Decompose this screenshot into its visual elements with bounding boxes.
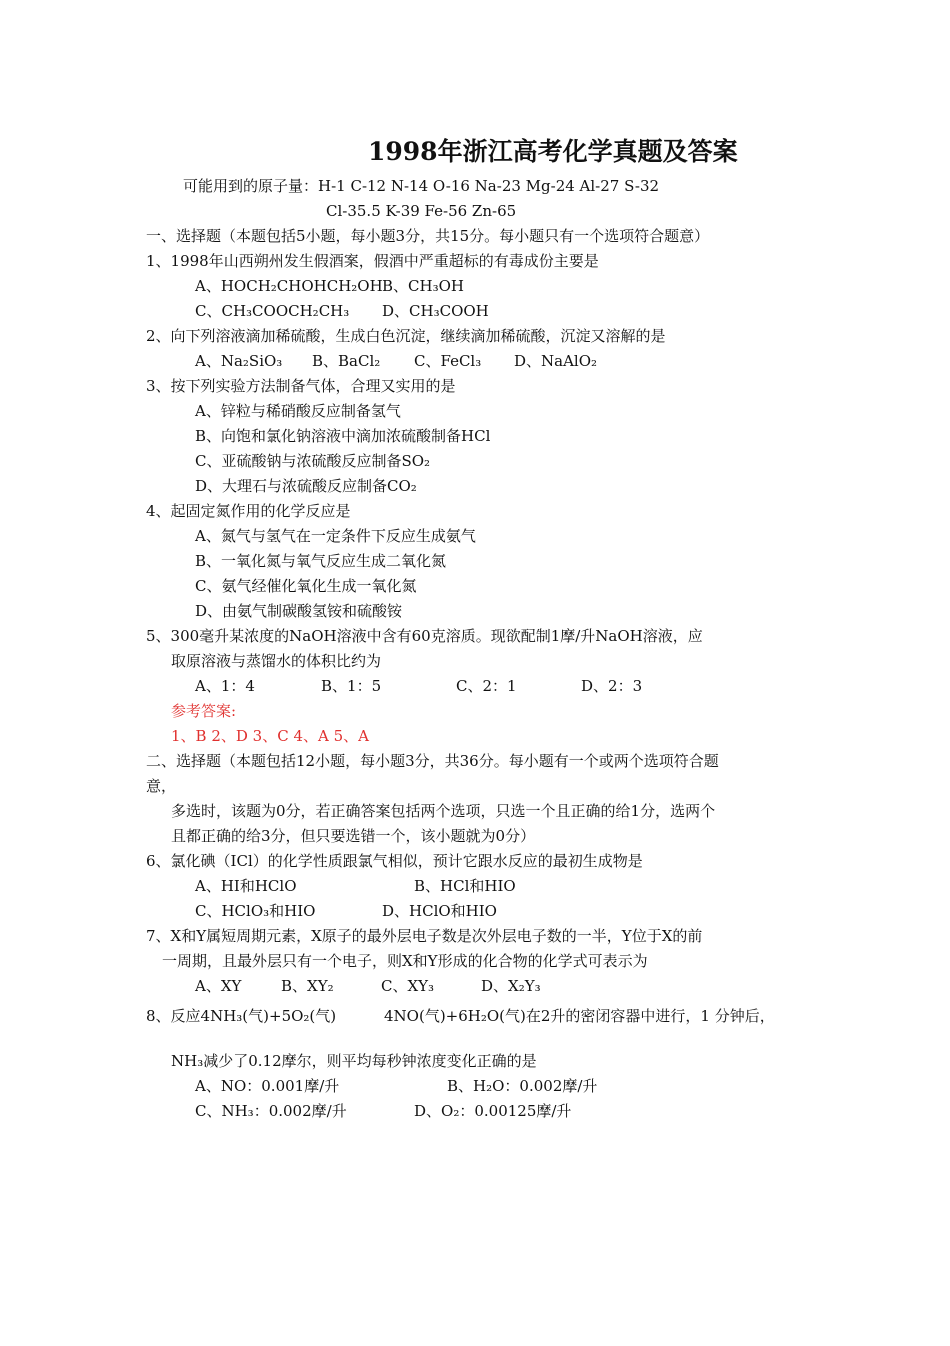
question-2-option-d: D、NaAlO₂ <box>514 352 598 370</box>
question-7-option-b: B、XY₂ <box>281 977 334 995</box>
answer-list: 1、B 2、D 3、C 4、A 5、A <box>171 727 369 745</box>
question-4-option-c: C、氨气经催化氧化生成一氧化氮 <box>195 577 417 595</box>
question-5-option-b: B、1：5 <box>321 677 382 695</box>
question-2-stem: 2、向下列溶液滴加稀硫酸，生成白色沉淀，继续滴加稀硫酸，沉淀又溶解的是 <box>146 327 666 345</box>
question-4-option-a: A、氮气与氢气在一定条件下反应生成氨气 <box>195 527 476 545</box>
question-1-option-b: B、CH₃OH <box>382 277 464 295</box>
question-1-option-a: A、HOCH₂CHOHCH₂OH <box>195 277 383 295</box>
answer-label: 参考答案: <box>171 702 237 720</box>
question-5-option-a: A、1：4 <box>195 677 255 695</box>
atomic-mass-line-2: Cl-35.5 K-39 Fe-56 Zn-65 <box>326 202 517 220</box>
question-2-option-a: A、Na₂SiO₃ <box>195 352 283 370</box>
question-5-stem-line-2: 取原溶液与蒸馏水的体积比约为 <box>171 652 382 670</box>
question-3-option-a: A、锌粒与稀硝酸反应制备氢气 <box>195 402 401 420</box>
question-7-stem-line-1: 7、X和Y属短周期元素，X原子的最外层电子数是次外层电子数的一半，Y位于X的前 <box>146 927 703 945</box>
page-title: 1998年浙江高考化学真题及答案 <box>368 137 738 166</box>
question-7-option-a: A、XY <box>195 977 242 995</box>
question-3-stem: 3、按下列实验方法制备气体，合理又实用的是 <box>146 377 456 395</box>
question-7-option-c: C、XY₃ <box>381 977 435 995</box>
question-4-option-d: D、由氨气制碳酸氢铵和硫酸铵 <box>195 602 403 620</box>
section-2-heading-line-3: 多选时，该题为0分，若正确答案包括两个选项，只选一个且正确的给1分，选两个 <box>171 802 716 820</box>
question-5-stem-line-1: 5、300毫升某浓度的NaOH溶液中含有60克溶质。现欲配制1摩/升NaOH溶液，应 <box>146 627 703 645</box>
question-6-option-d: D、HClO和HIO <box>382 902 497 920</box>
question-2-option-b: B、BaCl₂ <box>312 352 381 370</box>
question-4-option-b: B、一氧化氮与氧气反应生成二氧化氮 <box>195 552 447 570</box>
atomic-mass-line-1: 可能用到的原子量：H-1 C-12 N-14 O-16 Na-23 Mg-24 Al-27 S-32 <box>183 177 660 195</box>
question-6-option-a: A、HI和HClO <box>195 877 297 895</box>
question-8-stem-part-1: 8、反应4NH₃(气)+5O₂(气) <box>146 1007 337 1025</box>
question-4-stem: 4、起固定氮作用的化学反应是 <box>146 502 351 520</box>
question-3-option-b: B、向饱和氯化钠溶液中滴加浓硫酸制备HCl <box>195 427 491 445</box>
section-2-heading-line-4: 且都正确的给3分，但只要选错一个，该小题就为0分） <box>171 827 536 845</box>
question-8-option-d: D、O₂：0.00125摩/升 <box>414 1102 572 1120</box>
question-8-option-b: B、H₂O：0.002摩/升 <box>447 1077 598 1095</box>
question-2-option-c: C、FeCl₃ <box>414 352 482 370</box>
question-5-option-c: C、2：1 <box>456 677 517 695</box>
question-1-option-c: C、CH₃COOCH₂CH₃ <box>195 302 350 320</box>
question-7-stem-line-2: 一周期，且最外层只有一个电子，则X和Y形成的化合物的化学式可表示为 <box>162 952 648 970</box>
question-6-option-c: C、HClO₃和HIO <box>195 902 316 920</box>
question-8-option-c: C、NH₃：0.002摩/升 <box>195 1102 347 1120</box>
question-8-option-a: A、NO：0.001摩/升 <box>195 1077 340 1095</box>
question-5-option-d: D、2：3 <box>581 677 643 695</box>
question-8-stem-part-2: 4NO(气)+6H₂O(气)在2升的密闭容器中进行，1 分钟后， <box>384 1007 775 1025</box>
question-1-option-d: D、CH₃COOH <box>382 302 489 320</box>
section-1-heading: 一、选择题（本题包括5小题，每小题3分，共15分。每小题只有一个选项符合题意） <box>146 227 710 245</box>
question-1-stem: 1、1998年山西朔州发生假酒案，假酒中严重超标的有毒成份主要是 <box>146 252 599 270</box>
reversible-reaction-arrow-icon <box>338 1010 372 1020</box>
question-8-stem-line-2: NH₃减少了0.12摩尔，则平均每秒钟浓度变化正确的是 <box>171 1052 537 1070</box>
section-2-heading-line-1: 二、选择题（本题包括12小题，每小题3分，共36分。每小题有一个或两个选项符合题 <box>146 752 719 770</box>
question-3-option-d: D、大理石与浓硫酸反应制备CO₂ <box>195 477 417 495</box>
question-7-option-d: D、X₂Y₃ <box>481 977 541 995</box>
question-6-stem: 6、氯化碘（ICl）的化学性质跟氯气相似，预计它跟水反应的最初生成物是 <box>146 852 643 870</box>
section-2-heading-line-2: 意， <box>146 777 177 795</box>
question-3-option-c: C、亚硫酸钠与浓硫酸反应制备SO₂ <box>195 452 431 470</box>
question-6-option-b: B、HCl和HIO <box>414 877 516 895</box>
